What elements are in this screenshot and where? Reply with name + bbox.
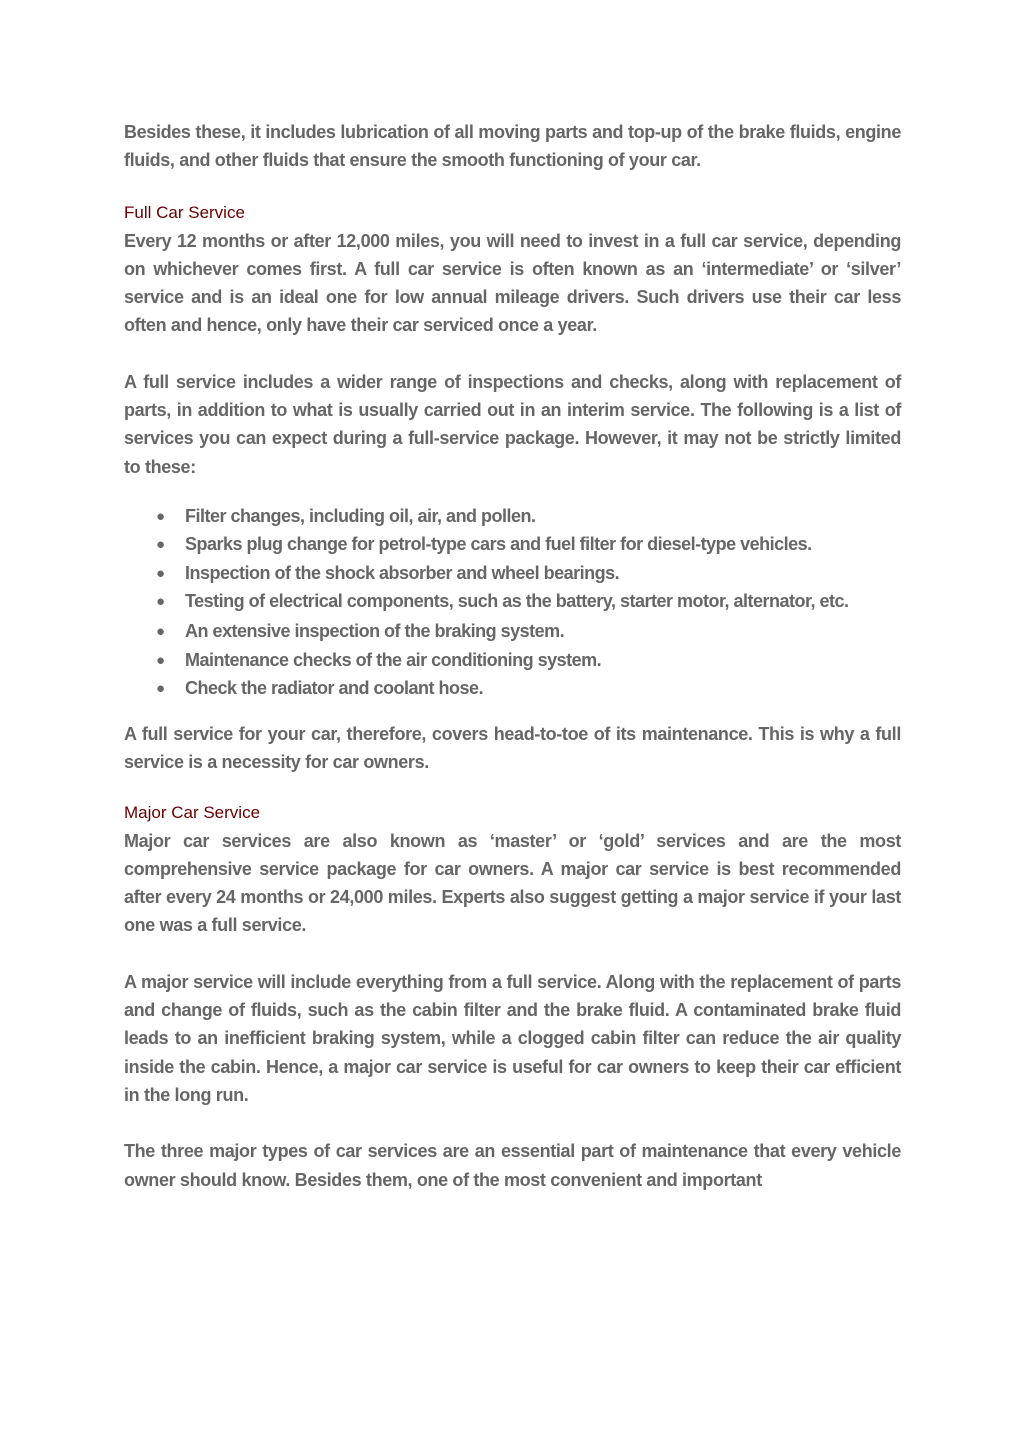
list-item: ● Check the radiator and coolant hose.	[124, 675, 901, 702]
list-item: ● Filter changes, including oil, air, and pollen.	[124, 503, 901, 530]
paragraph-conclusion: The three major types of car services are an essential part of maintenance that every vehicle owner should know. Besides them, one of the most convenient and important	[124, 1141, 901, 1190]
paragraph-full-service-summary: A full service for your car, therefore, covers head-to-toe of its maintenance. This is why a full service is a necessity for car owners.	[124, 723, 901, 773]
list-item: ● Maintenance checks of the air conditioning system.	[124, 647, 901, 674]
list-item: ● Testing of electrical components, such as the battery, starter motor, alternator, etc.	[124, 588, 901, 615]
bullet-icon: ●	[156, 651, 165, 669]
document-page	[124, 118, 901, 1194]
bullet-icon: ●	[156, 536, 165, 554]
paragraph-lubrication: Besides these, it includes lubrication of all moving parts and top-up of the brake fluids, engine fluids, and other fluids that ensure the smooth functioning of your car.	[124, 122, 901, 171]
paragraph-major-service-intro: Major car services are also known as ‘master’ or ‘gold’ services and are the most comprehensive service package for car owners. A major car service is best recommended after every 24 months or 24,000 miles. Experts also suggest getting a major service if your last one was a full service.	[124, 830, 901, 936]
list-item: ● Inspection of the shock absorber and wheel bearings.	[124, 560, 901, 587]
bullet-icon: ●	[156, 680, 165, 698]
bullet-icon: ●	[156, 507, 165, 525]
paragraph-major-service-includes: A major service will include everything from a full service. Along with the replacement of parts and change of fluids, such as the cabin filter and the brake fluid. A contaminated brake fluid leads to an inefficient braking system, while a clogged cabin filter can reduce the air quality inside the cabin. Hence, a major car service is useful for car owners to keep their car efficient in the long run.	[124, 971, 901, 1105]
full-service-list	[124, 503, 901, 703]
list-item: ● An extensive inspection of the braking system.	[124, 618, 901, 645]
heading-full-car-service: Full Car Service	[124, 202, 245, 222]
bullet-icon: ●	[156, 623, 165, 641]
paragraph-full-service-includes: A full service includes a wider range of inspections and checks, along with replacement of parts, in addition to what is usually carried out in an interim service. The following is a list of services you can expect during a full-service package. However, it may not be strictly limited to these:	[124, 371, 901, 477]
paragraph-full-service-intro: Every 12 months or after 12,000 miles, you will need to invest in a full car service, depending on whichever comes first. A full car service is often known as an ‘intermediate’ or ‘silver’ service and is an ideal one for low annual mileage drivers. Such drivers use their car less often and hence, only have their car serviced once a year.	[124, 230, 901, 336]
list-item: ● Sparks plug change for petrol-type cars and fuel filter for diesel-type vehicles.	[124, 531, 901, 558]
bullet-icon: ●	[156, 564, 165, 582]
bullet-icon: ●	[156, 593, 165, 611]
heading-major-car-service: Major Car Service	[124, 802, 261, 822]
